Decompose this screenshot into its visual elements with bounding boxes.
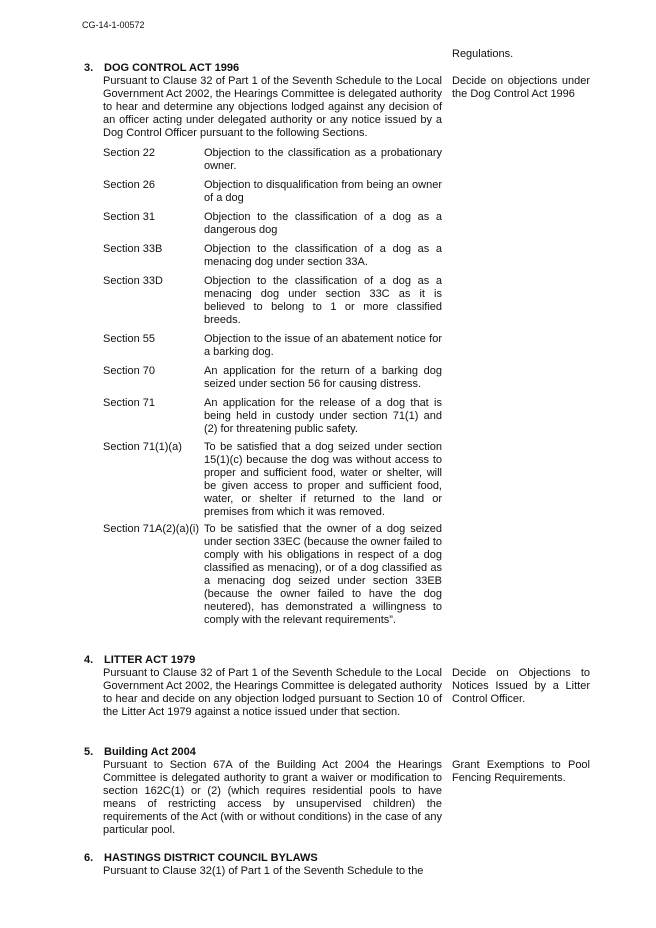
dog-section-row	[103, 243, 442, 269]
dog-section-label: Section 31	[103, 211, 155, 223]
section-4-text: Pursuant to Clause 32 of Part 1 of the Seventh Schedule to the Local Government Act 2002, the Hearings Committee is delegated authority to hear and decide on any objection lodged pursuant to Section 10 of the Litter Act 1979 against a notice issued under that section.	[103, 667, 442, 718]
dog-section-desc: To be satisfied that a dog seized under section 15(1)(c) because the dog was without access to proper and sufficient food, water or shelter, will be given access to proper and sufficient food, water, or shelter if returned to the land or premises from which it was removed.	[204, 441, 442, 518]
dog-section-row	[103, 275, 442, 327]
dog-section-desc: To be satisfied that the owner of a dog seized under section 33EC (because the owner failed to comply with his obligations in respect of a dog classified as menacing), or of a dog classified as a menacing dog seized under section 33EB (because the owner failed to have the dog neutered), has demonstrated a willingness to comply with the relevant requirements”.	[204, 523, 442, 626]
dog-section-desc: Objection to the classification of a dog as a dangerous dog	[204, 211, 442, 236]
section-5-text: Pursuant to Section 67A of the Building Act 2004 the Hearings Committee is delegated authority to grant a waiver or modification to section 162C(1) or (2) (which requires residential pools to have means of restricting access by unsupervised children) the requirements of the Act (with or without conditions) in the case of any particular pool.	[103, 759, 442, 836]
dog-section-desc: An application for the return of a barking dog seized under section 56 for causing distress.	[204, 365, 442, 390]
section-4-heading	[84, 654, 442, 667]
section-6-heading	[84, 852, 442, 865]
dog-section-row	[103, 147, 442, 173]
dog-section-desc: Objection to disqualification from being an owner of a dog	[204, 179, 442, 204]
section-5-heading	[84, 746, 442, 759]
section-3	[84, 62, 442, 140]
section-6-title: HASTINGS DISTRICT COUNCIL BYLAWS	[104, 852, 318, 864]
dog-section-row	[103, 365, 442, 391]
dog-section-desc: An application for the release of a dog that is being held in custody under section 71(1) and (2) for threatening public safety.	[204, 397, 442, 435]
dog-section-label: Section 33D	[103, 275, 163, 287]
top-margin-note: Regulations.	[452, 48, 514, 60]
document-id: CG-14-1-00572	[82, 20, 145, 30]
section-3-number: 3.	[84, 62, 94, 74]
section-5-title: Building Act 2004	[104, 746, 196, 758]
dog-section-row	[103, 397, 442, 436]
section-4-title: LITTER ACT 1979	[104, 654, 196, 666]
dog-section-row	[103, 441, 442, 519]
dog-section-label: Section 33B	[103, 243, 163, 255]
dog-section-label: Section 55	[103, 333, 155, 345]
section-3-note: Decide on objections under the Dog Control Act 1996	[452, 75, 590, 100]
section-4-note: Decide on Objections to Notices Issued by a Litter Control Officer.	[452, 667, 590, 705]
dog-section-row	[103, 211, 442, 237]
section-3-text: Pursuant to Clause 32 of Part 1 of the Seventh Schedule to the Local Government Act 2002, the Hearings Committee is delegated authority to hear and determine any objections lodged against any decision of an officer acting under delegated authority or any notice issued by a Dog Control Officer pursuant to the following Sections.	[103, 75, 442, 139]
section-6-text: Pursuant to Clause 32(1) of Part 1 of the Seventh Schedule to the	[103, 865, 424, 877]
section-6	[84, 852, 442, 878]
dog-section-desc: Objection to the classification of a dog as a menacing dog under section 33C as it is believed to belong to 1 or more classified breeds.	[204, 275, 442, 326]
section-5-note: Grant Exemptions to Pool Fencing Requirements.	[452, 759, 590, 784]
dog-section-label: Section 71	[103, 397, 155, 409]
section-5-number: 5.	[84, 746, 94, 758]
dog-section-desc: Objection to the issue of an abatement notice for a barking dog.	[204, 333, 442, 358]
dog-section-label: Section 71A(2)(a)(i)	[103, 523, 199, 535]
dog-section-label: Section 22	[103, 147, 155, 159]
dog-section-label: Section 26	[103, 179, 155, 191]
dog-section-label: Section 71(1)(a)	[103, 441, 182, 453]
section-4	[84, 654, 442, 719]
dog-section-label: Section 70	[103, 365, 155, 377]
dog-section-row	[103, 333, 442, 359]
dog-section-desc: Objection to the classification of a dog as a menacing dog under section 33A.	[204, 243, 442, 268]
dog-section-desc: Objection to the classification as a probationary owner.	[204, 147, 442, 172]
section-5	[84, 746, 442, 837]
section-3-heading	[84, 62, 442, 75]
section-4-number: 4.	[84, 654, 94, 666]
section-6-number: 6.	[84, 852, 94, 864]
dog-section-row	[103, 179, 442, 205]
section-3-title: DOG CONTROL ACT 1996	[104, 62, 240, 74]
dog-section-row	[103, 523, 442, 627]
